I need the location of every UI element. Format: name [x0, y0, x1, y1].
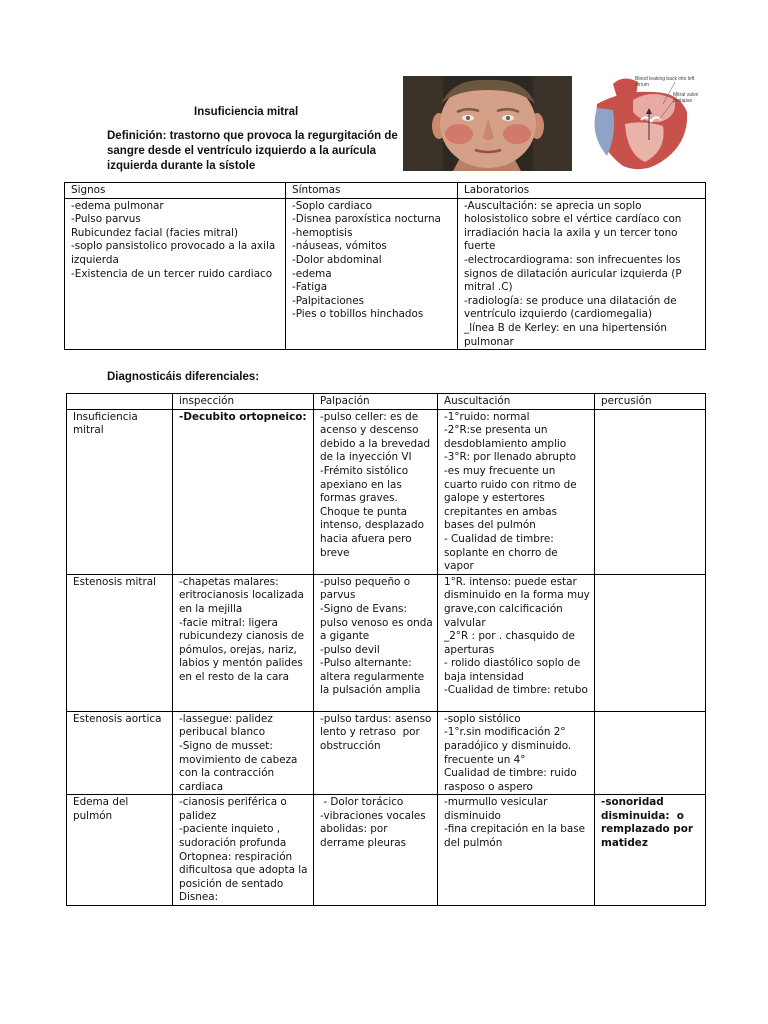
- percusion-cell: [595, 409, 706, 574]
- differential-diagnosis-table: [66, 393, 706, 906]
- header-empty: [67, 394, 173, 410]
- cell-line: -chapetas malares: eritrocianosis localizada en la mejilla: [179, 575, 308, 615]
- table-row: [67, 409, 706, 574]
- cell-line: -pulso tardus: asenso lento y retraso por obstrucción: [320, 712, 435, 752]
- sintoma-item: -Dolor abdominal: [292, 253, 382, 266]
- cell-line: Ortopnea: respiración dificultosa que adopta la posición de sentado: [179, 850, 311, 890]
- sintoma-item: -Palpitaciones: [292, 294, 365, 307]
- table-row: [67, 795, 706, 906]
- signs-symptoms-table: [64, 182, 706, 350]
- cell-line: -Decubito ortopneico:: [179, 410, 307, 423]
- laboratorio-item: -Auscultación: se aprecia un soplo holosistolico sobre el vértice cardíaco con irradiación hacia la axila y un tercer tono fuerte: [464, 199, 685, 253]
- header-percusion: percusión: [595, 394, 706, 410]
- signo-item: Rubicundez facial (facies mitral): [71, 226, 239, 239]
- cell-line: -Cualidad de timbre: retubo: [444, 684, 588, 697]
- auscultacion-cell: [438, 574, 595, 711]
- cell-line: -murmullo vesicular disminuido: [444, 796, 551, 822]
- mitral-valve-diagram: [583, 74, 703, 174]
- percusion-cell: [595, 574, 706, 711]
- cell-line: -Signo de musset: movimiento de cabeza con la contracción cardiaca: [179, 739, 301, 793]
- cell-line: -paciente inquieto , sudoración profunda: [179, 823, 287, 850]
- cell-line: -vibraciones vocales abolidas: por derrame pleuras: [320, 809, 429, 850]
- cell-line: -cianosis periférica o palidez: [179, 796, 291, 822]
- sintoma-item: -Fatiga: [292, 281, 328, 294]
- header-sintomas: Síntomas: [286, 183, 458, 199]
- header-signos: Signos: [65, 183, 286, 199]
- sintomas-cell: [286, 198, 458, 350]
- sintoma-item: -edema: [292, 267, 332, 280]
- heart-label-top: Blood leaking back into left atrium: [635, 76, 695, 88]
- cell-line: - Cualidad de timbre: soplante en chorro de vapor: [444, 532, 562, 573]
- mitral-facies-photo: [403, 76, 572, 171]
- auscultacion-cell: [438, 711, 595, 795]
- cell-line: -es muy frecuente un cuarto ruido con ritmo de galope y estertores crepitantes en ambas bases del pulmón: [444, 464, 580, 532]
- laboratorio-item: -radiología: se produce una dilatación de ventrículo izquierdo (cardiomegalia): [464, 294, 680, 321]
- sintoma-item: -náuseas, vómitos: [292, 240, 387, 253]
- cell-line: - rolido diastólico soplo de baja intensidad: [444, 657, 584, 683]
- inspeccion-cell: [173, 574, 314, 711]
- cell-line: -soplo sistólico: [444, 712, 521, 725]
- signo-item: -edema pulmonar: [71, 199, 164, 212]
- row-name: Insuficiencia mitral: [67, 409, 173, 574]
- sintoma-item: -Soplo cardiaco: [292, 199, 372, 212]
- inspeccion-cell: [173, 711, 314, 795]
- header-auscultacion: Auscultación: [438, 394, 595, 410]
- row-name: Estenosis aortica: [67, 711, 173, 795]
- laboratorio-item: _línea B de Kerley: en una hipertensión pulmonar: [464, 321, 671, 348]
- cell-line: -pulso devil: [320, 643, 380, 656]
- header-palpacion: Palpación: [314, 394, 438, 410]
- sintoma-item: -Disnea paroxística nocturna: [292, 213, 441, 226]
- palpacion-cell: [314, 574, 438, 711]
- palpacion-cell: [314, 795, 438, 906]
- cell-line: -Frémito sistólico apexiano en las formas graves.: [320, 464, 412, 505]
- row-name: Edema del pulmón: [67, 795, 173, 906]
- cell-line: -1°ruido: normal: [444, 410, 530, 423]
- cell-line: Choque te punta intenso, desplazado hacia afuera pero breve: [320, 505, 428, 559]
- definition-label: Definición:: [107, 130, 167, 142]
- cell-line: -pulso pequeño o parvus: [320, 575, 414, 602]
- cell-line: _2°R : por . chasquido de aperturas: [444, 630, 579, 656]
- differential-diagnosis-heading: Diagnosticáis diferenciales:: [107, 371, 260, 383]
- cell-line: -sonoridad disminuida: o remplazado por matidez: [601, 796, 697, 850]
- laboratorio-item: -electrocardiograma: son infrecuentes los signos de dilatación auricular izquierda (P mitral .C): [464, 253, 685, 294]
- cell-line: -facie mitral: ligera rubicundezy cianosis de pómulos, orejas, nariz, labios y mentón palides en el resto de la cara: [179, 616, 308, 683]
- definition-text: trastorno que provoca la regurgitación de sangre desde el ventrículo izquierdo a la aurícula izquierda durante la sístole: [107, 130, 398, 172]
- definition-paragraph: [107, 129, 407, 174]
- signos-cell: [65, 198, 286, 350]
- sintoma-item: -Pies o tobillos hinchados: [292, 308, 424, 321]
- cell-line: - Dolor torácico: [320, 796, 404, 809]
- table-row: [67, 711, 706, 795]
- cell-line: -3°R: por llenado abrupto: [444, 451, 577, 464]
- cell-line: -2°R:se presenta un desdoblamiento amplio: [444, 424, 567, 450]
- signo-item: -soplo pansistolico provocado a la axila izquierda: [71, 240, 279, 266]
- cell-line: -1°r.sin modificación 2° paradójico y disminuido. frecuente un 4°: [444, 726, 575, 766]
- cell-line: -fina crepitación en la base del pulmón: [444, 823, 589, 850]
- auscultacion-cell: [438, 795, 595, 906]
- document-title: Insuficiencia mitral: [194, 106, 299, 118]
- cell-line: 1°R. intenso: puede estar disminuido en la forma muy grave,con calcificación valvular: [444, 575, 594, 629]
- palpacion-cell: [314, 409, 438, 574]
- palpacion-cell: [314, 711, 438, 795]
- percusion-cell: [595, 711, 706, 795]
- inspeccion-cell: [173, 409, 314, 574]
- signo-item: -Pulso parvus: [71, 213, 141, 226]
- cell-line: Disnea:: [179, 891, 219, 904]
- cell-line: -pulso celler: es de acenso y descenso debido a la brevedad de la inyección VI: [320, 410, 434, 464]
- heart-label-right: Mitral valve prolapse: [673, 92, 699, 104]
- header-inspeccion: inspección: [173, 394, 314, 410]
- table-row: [67, 574, 706, 711]
- header-laboratorios: Laboratorios: [458, 183, 706, 199]
- laboratorios-cell: [458, 198, 706, 350]
- signo-item: -Existencia de un tercer ruido cardiaco: [71, 267, 273, 280]
- inspeccion-cell: [173, 795, 314, 906]
- cell-line: -Pulso alternante: altera regularmente la pulsación amplia: [320, 657, 428, 697]
- sintoma-item: -hemoptisis: [292, 226, 353, 239]
- cell-line: -lassegue: palidez peribucal blanco: [179, 712, 277, 739]
- percusion-cell: [595, 795, 706, 906]
- cell-line: -Signo de Evans: pulso venoso es onda a gigante: [320, 602, 437, 643]
- auscultacion-cell: [438, 409, 595, 574]
- cell-line: Cualidad de timbre: ruido rasposo o aspero: [444, 767, 581, 793]
- row-name: Estenosis mitral: [67, 574, 173, 711]
